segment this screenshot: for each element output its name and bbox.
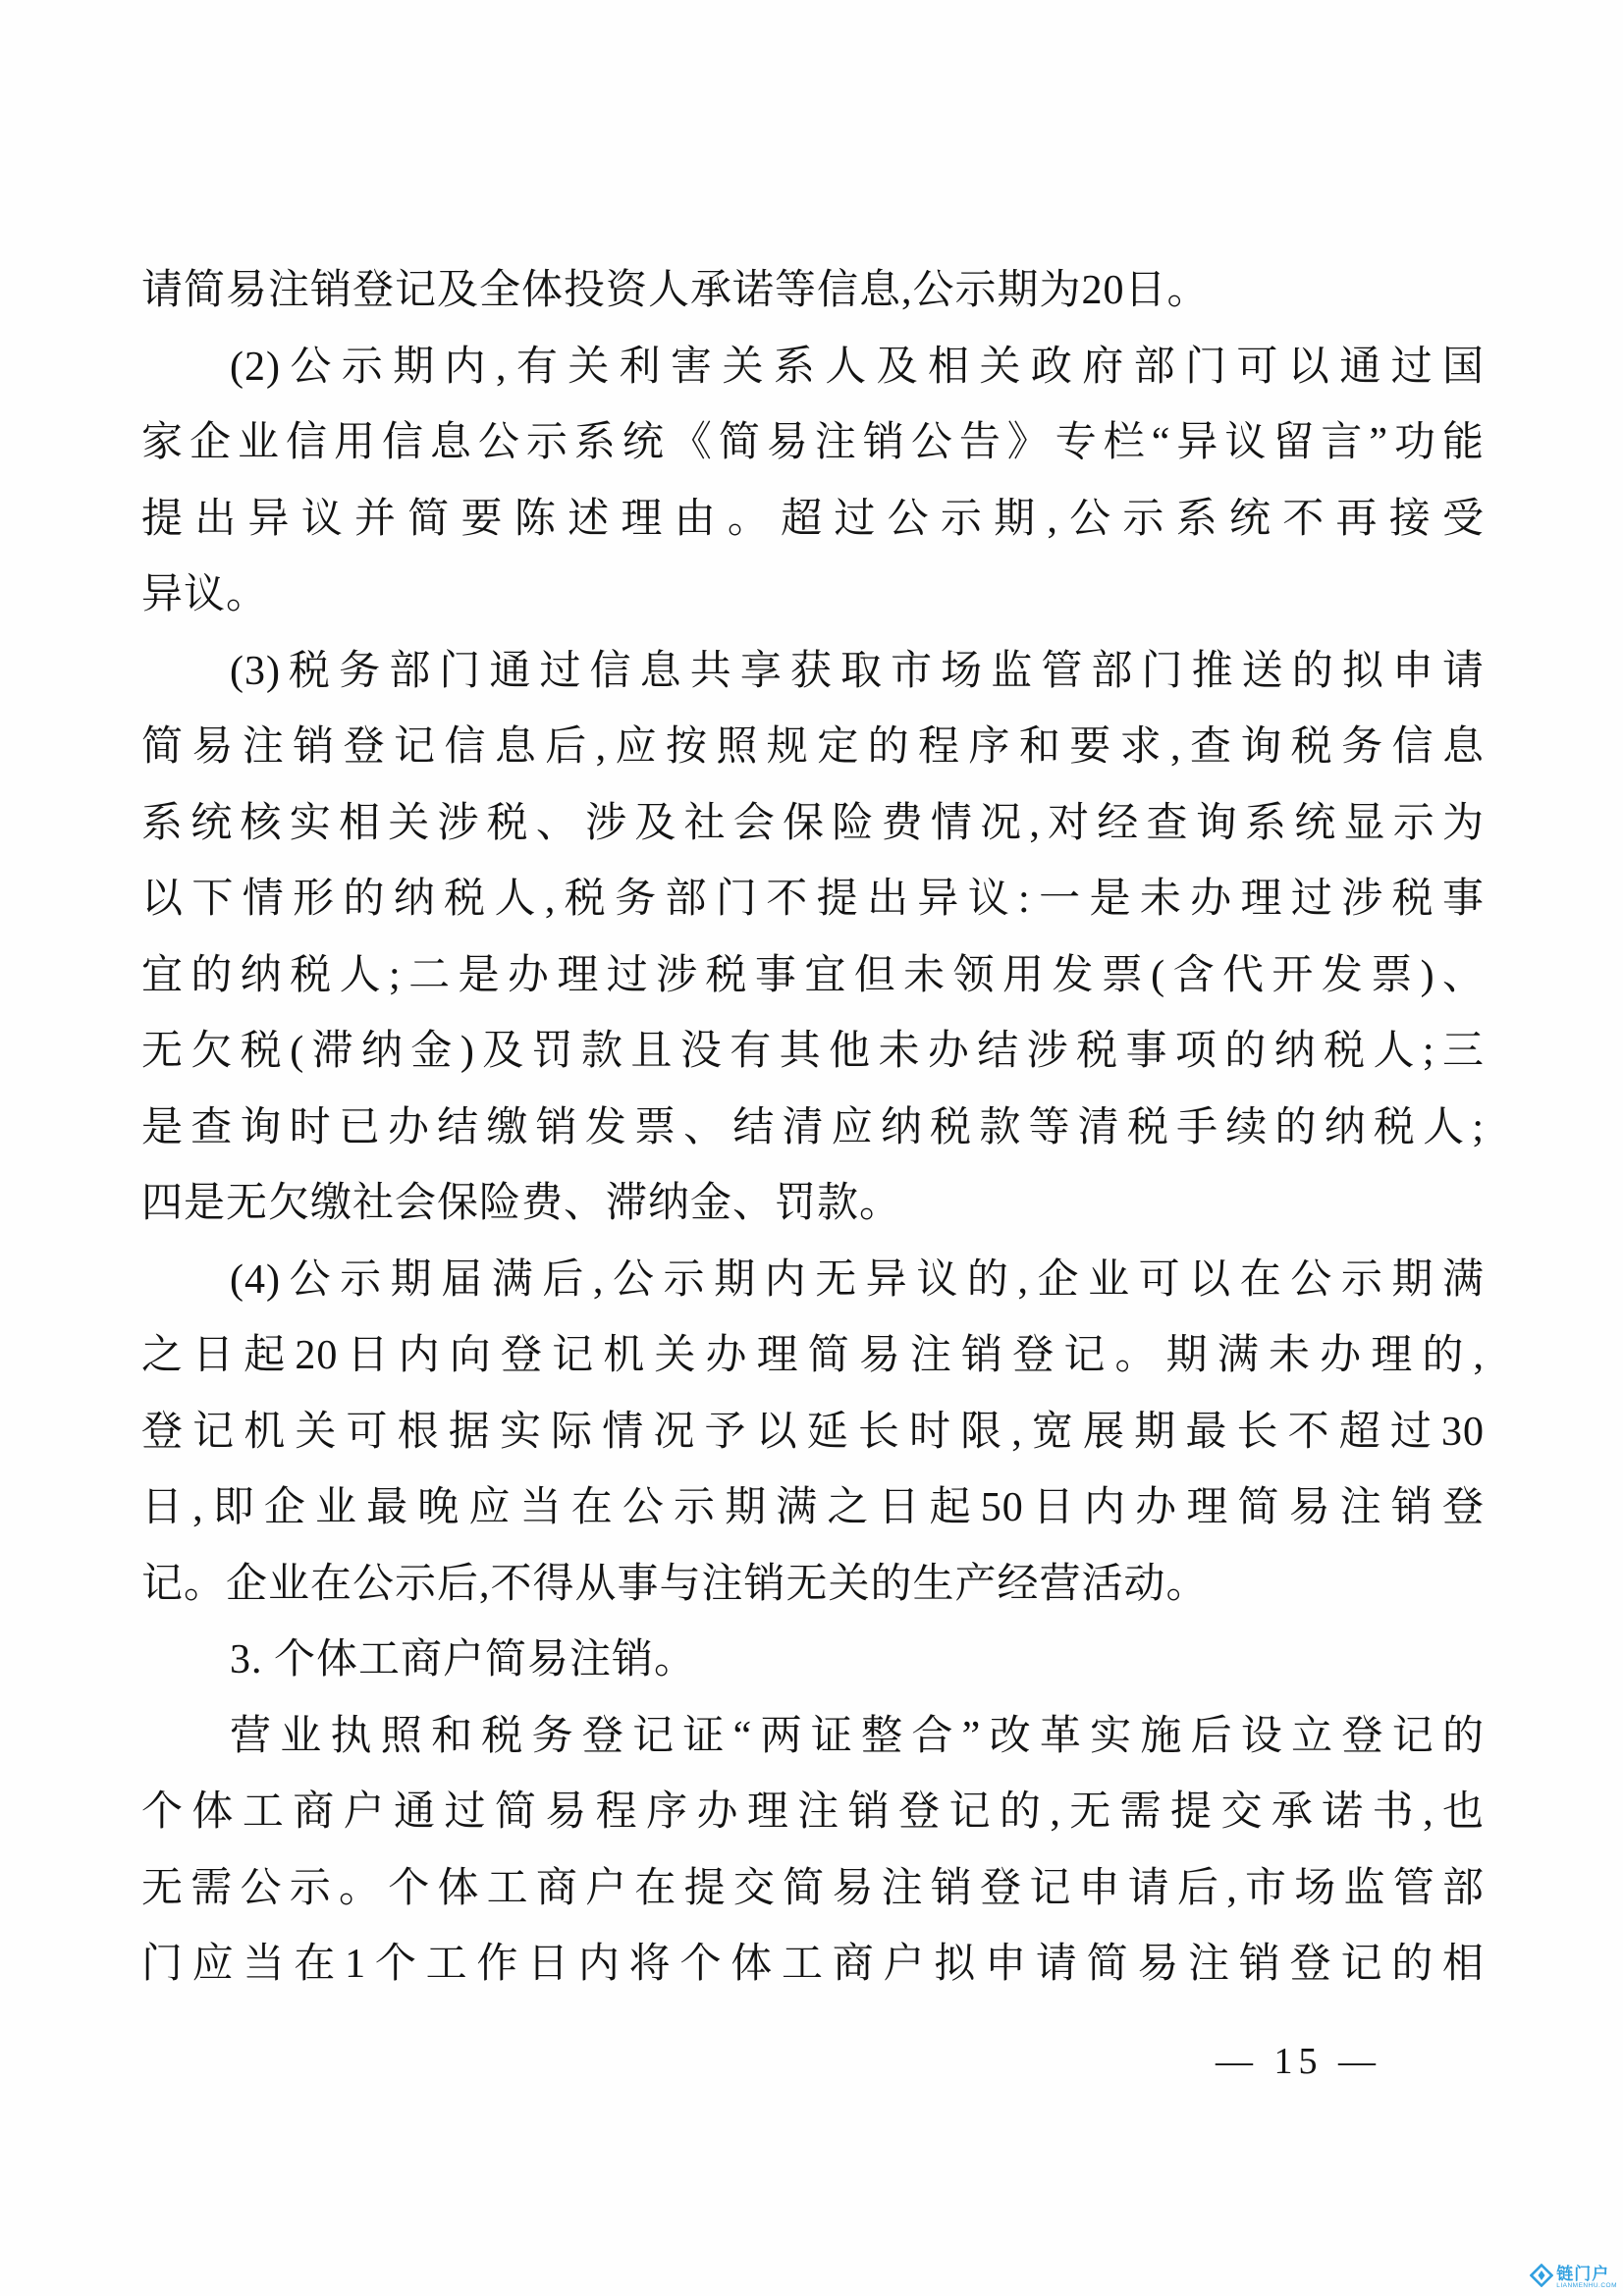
text-line: 记。企业在公示后,不得从事与注销无关的生产经营活动。 — [141, 1561, 1209, 1607]
text-line: 日,即企业最晚应当在公示期满之日起50日内办理简易注销登 — [141, 1485, 1485, 1530]
watermark — [1530, 2264, 1617, 2292]
text-line: 个体工商户通过简易程序办理注销登记的,无需提交承诺书,也 — [141, 1789, 1485, 1835]
text-line: 异议。 — [141, 572, 269, 617]
text-line: 营业执照和税务登记证“两证整合”改革实施后设立登记的 — [230, 1713, 1485, 1759]
text-line: 请简易注销登记及全体投资人承诺等信息,公示期为20日。 — [141, 268, 1210, 313]
text-line: 3. 个体工商户简易注销。 — [230, 1637, 697, 1682]
text-line: (2)公示期内,有关利害关系人及相关政府部门可以通过国 — [230, 344, 1485, 390]
text-line: (3)税务部门通过信息共享获取市场监管部门推送的拟申请 — [230, 648, 1485, 694]
text-line: 无欠税(滞纳金)及罚款且没有其他未办结涉税事项的纳税人;三 — [141, 1029, 1485, 1074]
text-line: 简易注销登记信息后,应按照规定的程序和要求,查询税务信息 — [141, 724, 1485, 770]
watermark-domain-text: LIANMENHU.COM — [1556, 2282, 1617, 2290]
body-text — [141, 253, 1485, 2003]
text-line: 系统核实相关涉税、涉及社会保险费情况,对经查询系统显示为 — [141, 800, 1485, 846]
text-line: 家企业信用信息公示系统《简易注销公告》专栏“异议留言”功能 — [141, 420, 1485, 465]
watermark-brand-text: 链门户 — [1556, 2265, 1610, 2284]
lianmenhu-logo-icon — [1530, 2264, 1553, 2292]
text-line: 登记机关可根据实际情况予以延长时限,宽展期最长不超过30 — [141, 1409, 1485, 1455]
page-number: — 15 — — [1216, 2041, 1381, 2082]
text-line: 宜的纳税人;二是办理过涉税事宜但未领用发票(含代开发票)、 — [141, 952, 1485, 998]
text-line: 以下情形的纳税人,税务部门不提出异议:一是未办理过涉税事 — [141, 877, 1485, 922]
text-line: 是查询时已办结缴销发票、结清应纳税款等清税手续的纳税人; — [141, 1104, 1485, 1150]
text-line: 提出异议并简要陈述理由。超过公示期,公示系统不再接受 — [141, 496, 1485, 542]
text-line: (4)公示期届满后,公示期内无异议的,企业可以在公示期满 — [230, 1256, 1485, 1303]
text-line: 四是无欠缴社会保险费、滞纳金、罚款。 — [141, 1181, 902, 1226]
text-line: 门应当在1个工作日内将个体工商户拟申请简易注销登记的相 — [141, 1942, 1485, 1987]
text-line: 无需公示。个体工商户在提交简易注销登记申请后,市场监管部 — [141, 1865, 1485, 1911]
text-line: 之日起20日内向登记机关办理简易注销登记。期满未办理的, — [141, 1333, 1485, 1378]
